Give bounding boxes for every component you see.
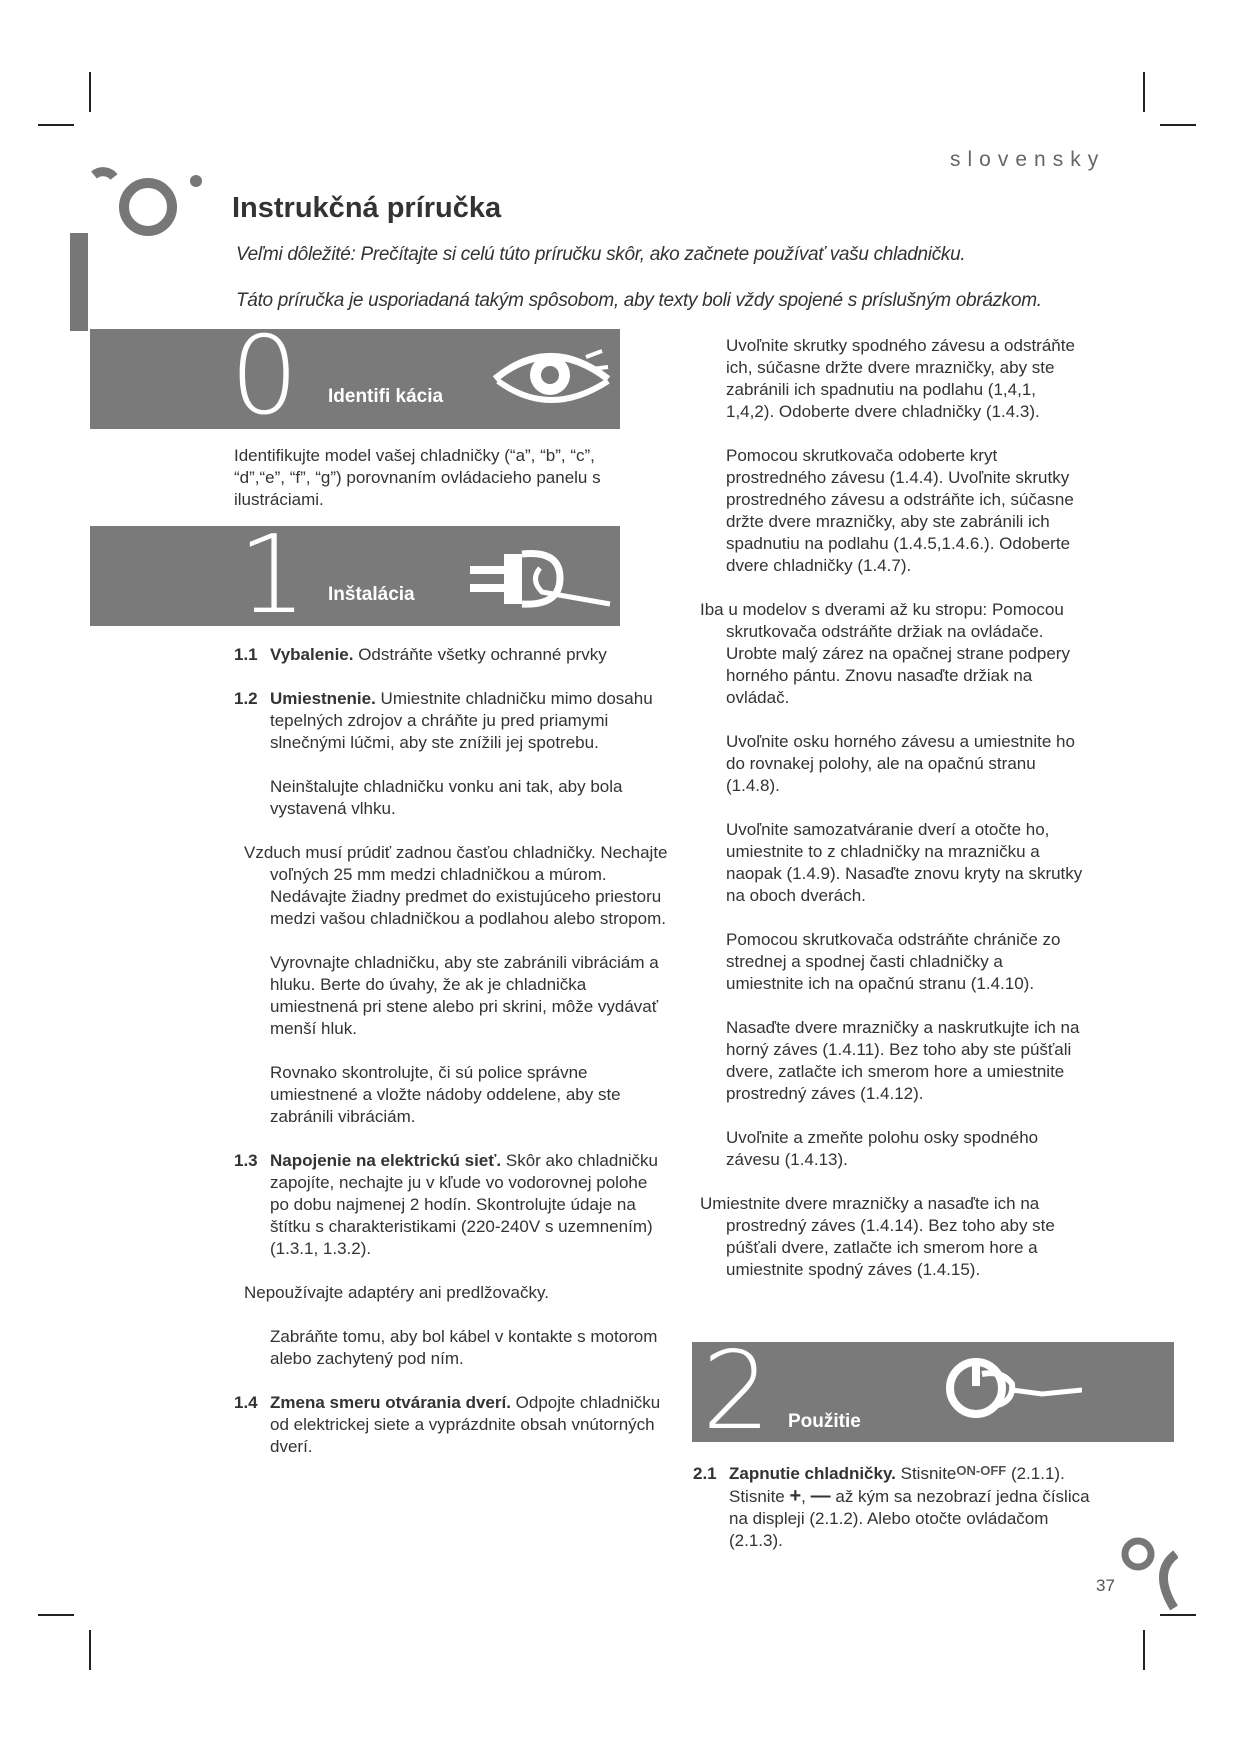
paragraph-r3: Iba u modelov s dverami až ku stropu: Pomocou skrutkovača odstráňte držiak na ovládače. Urobte malý zárez na opačnej strane podpery horného pántu. Znovu nasaďte držiak na ovládač. [700,600,1070,707]
section-label: Identifi kácia [328,386,444,407]
left-column [234,445,634,511]
circles-footer-icon [1118,1532,1178,1612]
item-heading: Umiestnenie. [270,689,376,708]
plus-icon: + [789,1485,802,1507]
section-1-band [90,513,620,638]
item-text: Umiestnite chladničku mimo dosahu tepelných zdrojov a chráňte ju pred priamymi slnečnými lúčmi, aby ste znížili jej spotrebu. [270,689,653,752]
item-1-2 [234,688,669,754]
paragraph-r2: Pomocou skrutkovača odoberte kryt prostredného závesu (1.4.4). Uvoľnite skrutky prostredného závesu a odstráňte ich, súčasne držte dvere mrazničky, aby ste zabránili ich spadnutiu na podlahu (1.4.5,1.4.6.). Odoberte dvere chladničky (1.4.7). [726,446,1074,575]
paragraph-r1: Uvoľnite skrutky spodného závesu a odstráňte ich, súčasne držte dvere mrazničky, aby ste zabránili ich spadnutiu na podlahu (1,4,1, 1,4,2). Odoberte dvere chladničky (1.4.3). [726,336,1075,421]
paragraph-r4: Uvoľnite osku horného závesu a umiestnite ho do rovnakej polohy, ale na opačnú stranu (1.4.8). [726,732,1075,795]
identification-text: Identifikujte model vašej chladničky (“a”, “b”, “c”, “d”,“e”, “f”, “g”) porovnaním ovládacieho panelu s ilustráciami. [234,446,601,509]
paragraph-r6: Pomocou skrutkovača odstráňte chrániče zo strednej a spodnej časti chladničky a umiestnite ich na opačnú stranu (1.4.10). [726,930,1061,993]
paragraph-level: Vyrovnajte chladničku, aby ste zabránili vibráciám a hluku. Berte do úvahy, že ak je chladnička umiestnená pri stene alebo pri skrini, môže vydávať menší hluk. [270,953,659,1038]
crop-mark [1143,72,1145,112]
item-number: 2.1 [693,1464,717,1483]
right-column [700,335,1085,1303]
crop-mark [1160,1614,1196,1616]
item-text: až kým sa nezobrazí jedna číslica na displeji (2.1.2). Alebo otočte ovládačom (2.1.3). [729,1487,1090,1550]
paragraph-humidity: Neinštalujte chladničku vonku ani tak, aby bola vystavená vlhku. [270,777,623,818]
crop-mark [89,1630,91,1670]
plug-icon [460,540,620,620]
item-number: 1.1 [234,645,258,664]
section-2-band [692,1329,1174,1454]
paragraph-r5: Uvoľnite samozatváranie dverí a otočte ho, umiestnite to z chladničky na mrazničku a naopak (1.4.9). Nasaďte znovu kryty na skrutky na oboch dverách. [726,820,1083,905]
crop-mark [1160,124,1196,126]
left-column-install [234,644,669,1480]
item-1-4 [234,1392,669,1458]
paragraph-r8: Uvoľnite a zmeňte polohu osky spodného závesu (1.4.13). [726,1128,1039,1169]
item-heading: Zapnutie chladničky. [729,1464,896,1483]
circles-logo-icon [84,155,214,245]
paragraph-adapters: Nepoužívajte adaptéry ani predlžovačky. [244,1283,549,1302]
item-text: (2.1.1). Stisnite [729,1464,1065,1506]
on-off-button-label: ON-OFF [956,1463,1007,1478]
subtitle-important: Veľmi dôležité: Prečítajte si celú túto príručku skôr, ako začnete používať vašu chladničku. [236,244,966,265]
item-number: 1.4 [234,1393,258,1412]
section-number: 2 [702,1329,771,1454]
crop-mark [38,124,74,126]
crop-mark [38,1614,74,1616]
knob-press-icon [942,1350,1082,1430]
item-number: 1.2 [234,689,258,708]
language-label: slovensky [950,148,1106,171]
item-2-1-block [693,1460,1093,1574]
item-heading: Vybalenie. [270,645,354,664]
item-text: Stisnite [900,1464,957,1483]
paragraph-r7: Nasaďte dvere mrazničky a naskrutkujte ich na horný záves (1.4.11). Bez toho aby ste púšťali dvere, zatlačte ich smerom hore a umiestnite prostredný záves (1.4.12). [726,1018,1080,1103]
page-number: 37 [1096,1576,1115,1595]
item-text: , [801,1487,806,1506]
item-text: Odstráňte všetky ochranné prvky [358,645,607,664]
item-2-1 [693,1460,1093,1552]
side-accent-bar [70,233,88,331]
subtitle-organization: Táto príručka je usporiadaná takým spôsobom, aby texty boli vždy spojené s príslušným obrázkom. [236,290,1042,311]
item-heading: Zmena smeru otvárania dverí. [270,1393,511,1412]
paragraph-airflow: Vzduch musí prúdiť zadnou časťou chladničky. Nechajte voľných 25 mm medzi chladničkou a múrom. Nedávajte žiadny predmet do existujúceho priestoru medzi vašou chladničkou a podlahou alebo stropom. [244,843,668,928]
paragraph-cable: Zabráňte tomu, aby bol kábel v kontakte s motorom alebo zachytený pod ním. [270,1327,658,1368]
item-text: Skôr ako chladničku zapojíte, nechajte ju v kľude vo vodorovnej polohe po dobu najmenej 2 hodín. Skontrolujte údaje na štítku s charakteristikami (220-240V s uzemnením) (1.3.1, 1.3.2). [270,1151,659,1258]
section-label: Inštalácia [328,584,415,605]
paragraph-shelves: Rovnako skontrolujte, či sú police správne umiestnené a vložte nádoby oddelene, aby ste zabránili vibráciám. [270,1063,621,1126]
section-label: Použitie [788,1411,861,1432]
crop-mark [1143,1630,1145,1670]
item-number: 1.3 [234,1151,258,1170]
item-heading: Napojenie na elektrickú sieť. [270,1151,502,1170]
minus-icon: — [810,1485,831,1507]
item-1-3 [234,1150,669,1260]
eye-icon [490,339,615,419]
section-0-band [90,314,620,439]
item-text: Odpojte chladničku od elektrickej siete a vyprázdnite obsah vnútorných dverí. [270,1393,661,1456]
crop-mark [89,72,91,112]
item-1-1 [234,644,669,666]
section-number: 1 [238,513,307,638]
section-number: 0 [230,314,299,439]
paragraph-r9: Umiestnite dvere mrazničky a nasaďte ich na prostredný záves (1.4.14). Bez toho aby ste púšťali dvere, zatlačte ich smerom hore a umiestnite spodný záves (1.4.15). [700,1194,1055,1279]
page-title: Instrukčná príručka [232,192,502,224]
